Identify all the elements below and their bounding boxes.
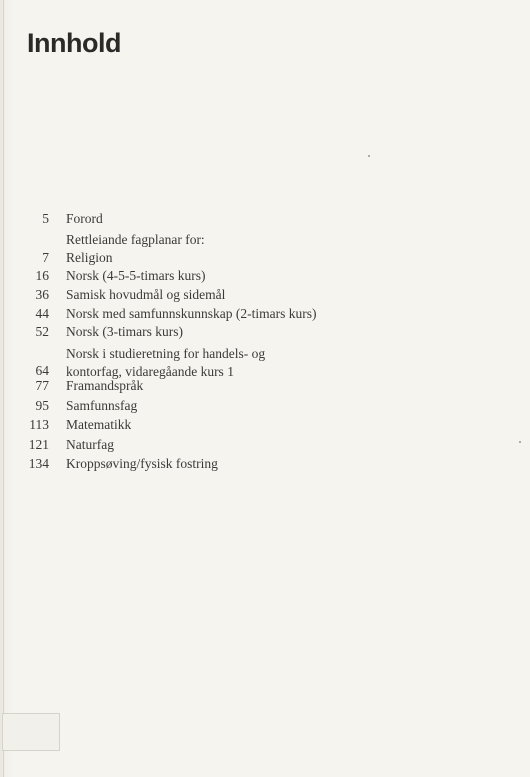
- toc-title: [66, 436, 114, 454]
- toc-title-line: Norsk (4-5-5-timars kurs): [66, 268, 206, 283]
- toc-page-number: 113: [29, 417, 49, 432]
- toc-title: [66, 377, 143, 395]
- toc-page-number: 64: [35, 363, 49, 378]
- page-title: Innhold: [27, 28, 121, 58]
- toc-title-line: Rettleiande fagplanar for:: [66, 232, 205, 247]
- toc-title-line: Norsk med samfunnskunnskap (2-timars kurs): [66, 306, 317, 321]
- toc-title-line: Naturfag: [66, 437, 114, 452]
- toc-page-number: 134: [28, 456, 49, 471]
- toc-title: [66, 323, 183, 341]
- toc-page-number: 44: [35, 306, 49, 321]
- toc-title-line: Framandspråk: [66, 378, 144, 393]
- toc-page-number: 5: [42, 211, 49, 226]
- toc-title: [66, 286, 225, 304]
- toc-title-line: Samisk hovudmål og sidemål: [66, 287, 226, 302]
- page-edge-line: [3, 0, 4, 777]
- toc-title: [66, 397, 137, 415]
- toc-title: [66, 455, 218, 473]
- toc-page-number: 7: [42, 250, 49, 265]
- toc-title-line: Norsk i studieretning for handels- og: [66, 346, 266, 361]
- toc-title-line: Religion: [66, 250, 113, 265]
- toc-title-line: Matematikk: [66, 417, 132, 432]
- toc-title-line: Forord: [66, 211, 103, 226]
- toc-page-number: 16: [35, 268, 49, 283]
- toc-page-number: 95: [35, 398, 49, 413]
- toc-title-line: Kroppsøving/fysisk fostring: [66, 456, 218, 471]
- toc-page-number: 77: [35, 378, 49, 393]
- toc-page-number: 52: [35, 324, 49, 339]
- library-stamp-box: [2, 713, 60, 751]
- toc-page-number: 36: [35, 287, 49, 302]
- toc-title: [66, 231, 205, 249]
- toc-title: [66, 267, 205, 285]
- paper-speck: [519, 441, 521, 443]
- toc-title: [66, 210, 103, 228]
- toc-title: [66, 305, 316, 323]
- toc-title: [66, 249, 113, 267]
- paper-speck: [368, 155, 370, 157]
- toc-title-line: Norsk (3-timars kurs): [66, 324, 183, 339]
- toc-title-line: kontorfag, vidaregåande kurs 1: [66, 364, 234, 379]
- toc-page-number: 121: [28, 437, 49, 452]
- toc-title-line: Samfunnsfag: [66, 398, 138, 413]
- toc-title: [66, 345, 265, 381]
- toc-title: [66, 416, 131, 434]
